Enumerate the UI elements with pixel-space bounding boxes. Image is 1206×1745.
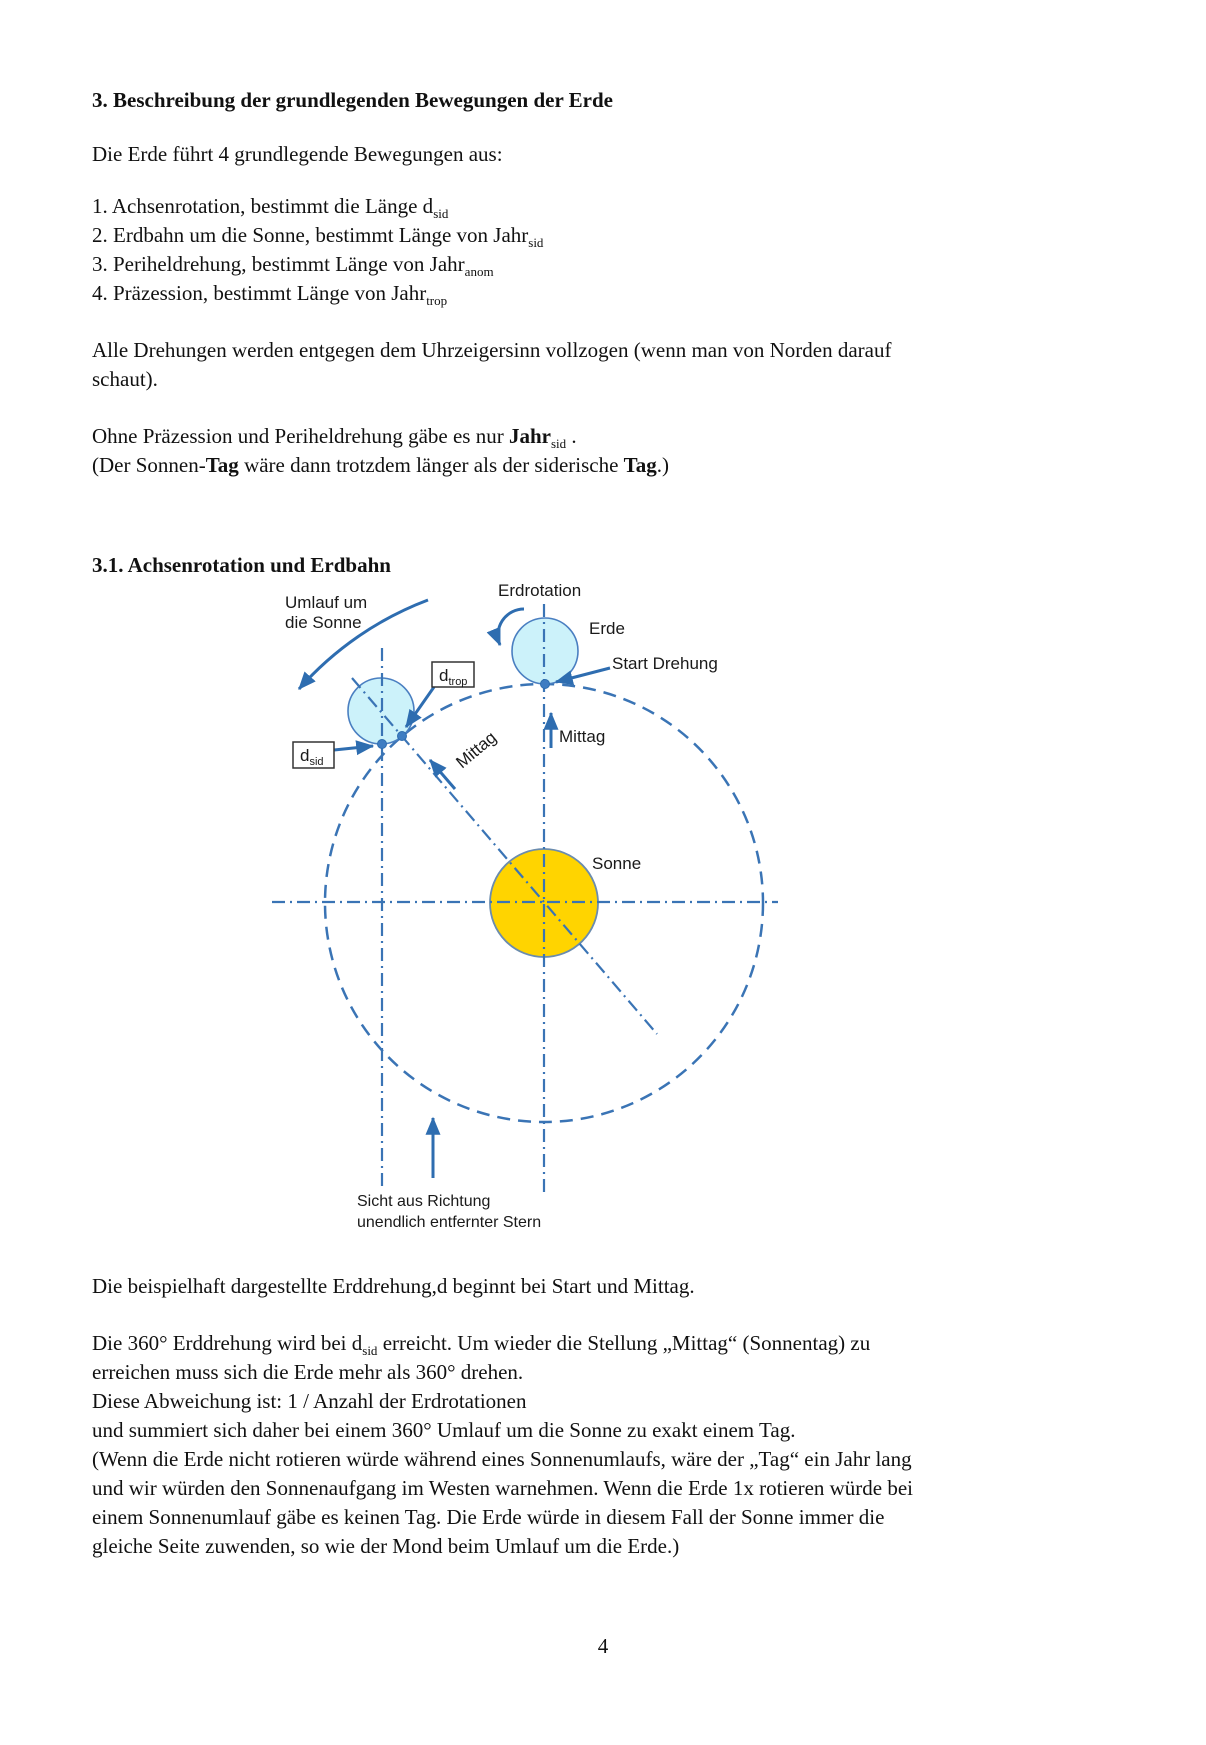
start-point-dot [541,680,550,689]
d-sid-label: d [300,746,310,765]
paragraph-line: schaut). [92,367,158,391]
sicht-label-line1: Sicht aus Richtung [357,1193,491,1210]
paragraph-line: und summiert sich daher bei einem 360° Umlauf um die Sonne zu exakt einem Tag. [92,1418,796,1442]
umlauf-label-line2: die Sonne [285,613,362,632]
rotation-paragraph [92,336,891,394]
list-item: 2. Erdbahn um die Sonne, bestimmt Länge von Jahr$_{sid}$ [92,223,544,251]
d-trop-box [432,662,474,688]
paragraph-line: und wir würden den Sonnenaufgang im Westen warnehmen. Wenn die Erde 1x rotieren würde bei [92,1476,914,1500]
paragraph-line: (Wenn die Erde nicht rotieren würde während eines Sonnenumlaufs, wäre der „Tag“ ein Jahr lang [92,1447,912,1471]
explanation-paragraph [92,1329,913,1561]
mittag-diagonal-label: Mittag [452,727,501,773]
erde-label: Erde [589,619,625,638]
paragraph-line: gleiche Seite zuwenden, so wie der Mond beim Umlauf um die Erde.) [92,1534,680,1558]
umlauf-label-line1: Umlauf um [285,593,368,612]
paragraph-line: Ohne Präzession und Periheldrehung gäbe es nur Jahr$_{sid}$ . [92,424,577,452]
d-sid-box [293,742,334,768]
movement-list [92,192,543,308]
page-number: 4 [597,1634,609,1658]
paragraph-line: einem Sonnenumlauf gäbe es keinen Tag. Die Erde würde in diesem Fall der Sonne immer die [92,1505,885,1529]
start-drehung-label: Start Drehung [612,654,718,673]
d-sid-sub-label: sid [309,756,324,768]
list-item: 1. Achsenrotation, bestimmt die Länge $d_{sid}$ [92,194,449,222]
paragraph-line: Die 360° Erddrehung wird bei $d_{sid}$ erreicht. Um wieder die Stellung „Mittag“ (Sonnentag) zu [92,1331,871,1359]
earth-top-circle [512,618,578,684]
list-item: 4. Präzession, bestimmt Länge von Jahr$_{trop}$ [92,281,448,309]
d-trop-label: d [439,666,449,685]
d-trop-sub-label: trop [448,676,468,688]
paragraph-line: Alle Drehungen werden entgegen dem Uhrzeigersinn vollzogen (wenn man von Norden darauf [92,338,892,362]
erdrotation-label: Erdrotation [498,581,582,600]
sonne-label: Sonne [592,854,642,873]
diagram-caption: Die beispielhaft dargestellte Erddrehung,d beginnt bei Start und Mittag. [92,1274,695,1298]
list-item: 3. Periheldrehung, bestimmt Länge von Jahr$_{anom}$ [92,252,494,280]
sicht-label-line2: unendlich entfernter Stern [357,1214,542,1231]
intro-paragraph: Die Erde führt 4 grundlegende Bewegungen aus: [92,142,503,166]
section-heading: 3. Beschreibung der grundlegenden Bewegungen der Erde [92,88,613,112]
paragraph-line: erreichen muss sich die Erde mehr als 360° drehen. [92,1360,524,1384]
d-trop-dot [398,732,407,741]
d-sid-pointer-arrow [334,746,373,750]
subsection-heading: 3.1. Achsenrotation und Erdbahn [92,553,391,577]
paragraph-line: (Der Sonnen-Tag wäre dann trotzdem länger als der siderische Tag.) [92,453,669,477]
ohne-praezession-paragraph [92,422,669,480]
paragraph-line: Diese Abweichung ist: 1 / Anzahl der Erdrotationen [92,1389,527,1413]
orbit-diagram [0,515,1206,1245]
d-sid-dot [378,740,387,749]
mittag-top-label: Mittag [559,727,606,746]
